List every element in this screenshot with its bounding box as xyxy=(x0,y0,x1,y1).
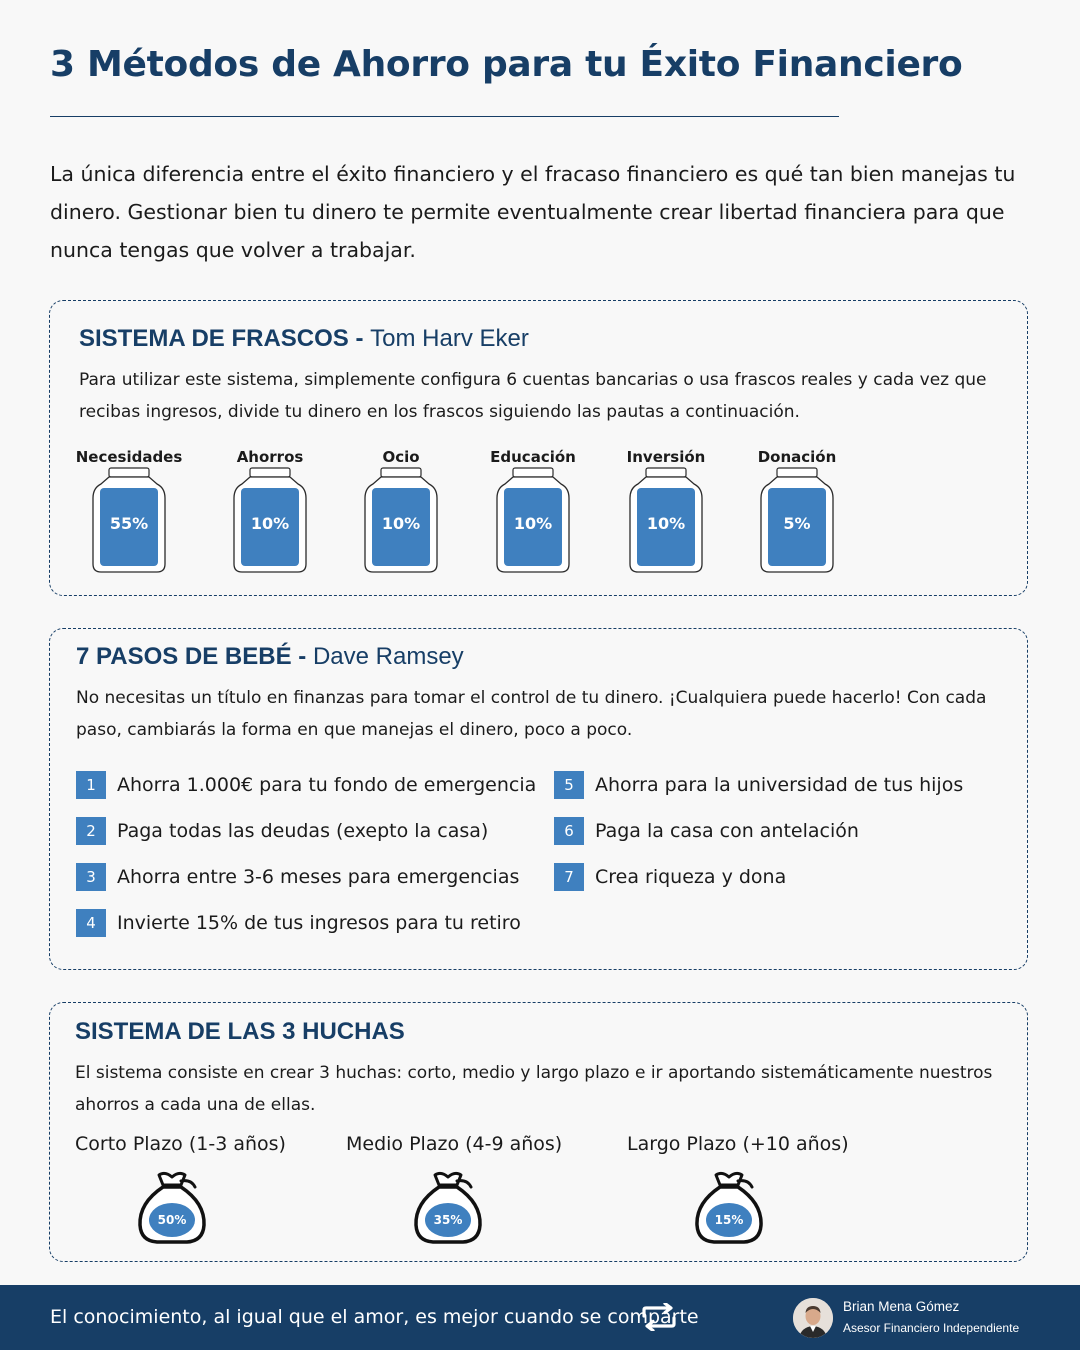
baby-step-4 xyxy=(76,909,521,937)
baby-step-2 xyxy=(76,817,488,845)
footer-quote: El conocimiento, al igual que el amor, es mejor cuando se comparte xyxy=(50,1306,699,1328)
baby-step-5 xyxy=(554,771,963,799)
jar-percent: 10% xyxy=(646,514,686,533)
jar-label: Donación xyxy=(757,448,837,466)
title-divider xyxy=(50,116,839,117)
baby-steps-separator: - xyxy=(291,643,313,670)
jar-percent: 10% xyxy=(250,514,290,533)
intro-paragraph: La única diferencia entre el éxito financiero y el fracaso financiero es qué tan bien manejas tu dinero. Gestionar bien tu dinero te permite eventualmente crear libertad financiera para que nunca tengas que volver a trabajar. xyxy=(50,162,1016,262)
jars-system-separator: - xyxy=(348,325,371,352)
baby-steps-heading: 7 PASOS DE BEBÉ xyxy=(76,643,292,670)
jar-percent: 10% xyxy=(513,514,553,533)
step-number-badge: 7 xyxy=(554,863,584,891)
medium-term-label: Medio Plazo (4-9 años) xyxy=(346,1133,563,1155)
bag-percent: 35% xyxy=(433,1213,463,1227)
repost-icon[interactable] xyxy=(640,1303,678,1331)
bag-percent: 50% xyxy=(157,1213,187,1227)
piggy-banks-heading: SISTEMA DE LAS 3 HUCHAS xyxy=(75,1018,405,1045)
piggy-banks-description: El sistema consiste en crear 3 huchas: corto, medio y largo plazo e ir aportando sistemáticamente nuestros ahorros a cada una de ellas. xyxy=(75,1063,993,1115)
jar-label: Inversión xyxy=(626,448,706,466)
money-bag-short-term xyxy=(137,1169,207,1245)
step-text: Paga la casa con antelación xyxy=(595,820,859,842)
step-number-badge: 4 xyxy=(76,909,106,937)
jar-label: Ocio xyxy=(382,448,420,466)
baby-steps-title xyxy=(76,643,464,671)
baby-steps-author: Dave Ramsey xyxy=(312,643,464,670)
jars-system-author: Tom Harv Eker xyxy=(370,325,529,352)
piggy-banks-card xyxy=(49,1002,1028,1262)
step-text: Ahorra para la universidad de tus hijos xyxy=(595,774,964,796)
step-number-badge: 3 xyxy=(76,863,106,891)
baby-step-3 xyxy=(76,863,519,891)
page-title: 3 Métodos de Ahorro para tu Éxito Financiero xyxy=(50,44,963,85)
money-bag-medium-term xyxy=(413,1169,483,1245)
step-text: Crea riqueza y dona xyxy=(595,866,787,888)
jar-percent: 10% xyxy=(381,514,421,533)
baby-steps-card xyxy=(49,628,1028,970)
jar-label: Ahorros xyxy=(236,448,304,466)
step-number-badge: 2 xyxy=(76,817,106,845)
baby-step-1 xyxy=(76,771,536,799)
avatar xyxy=(793,1298,833,1338)
author-role: Asesor Financiero Independiente xyxy=(843,1321,1020,1335)
step-text: Paga todas las deudas (exepto la casa) xyxy=(117,820,489,842)
jar-percent: 5% xyxy=(783,514,811,533)
long-term-label: Largo Plazo (+10 años) xyxy=(627,1133,849,1155)
step-text: Ahorra 1.000€ para tu fondo de emergencia xyxy=(117,774,537,796)
step-number-badge: 5 xyxy=(554,771,584,799)
step-number-badge: 6 xyxy=(554,817,584,845)
money-bag-icon xyxy=(137,1169,207,1245)
baby-step-7 xyxy=(554,863,786,891)
step-number-badge: 1 xyxy=(76,771,106,799)
step-text: Ahorra entre 3-6 meses para emergencias xyxy=(117,866,520,888)
jar-percent: 55% xyxy=(109,514,149,533)
jars-system-card xyxy=(49,300,1028,596)
jars-system-description: Para utilizar este sistema, simplemente configura 6 cuentas bancarias o usa frascos reales y cada vez que recibas ingresos, divide tu dinero en los frascos siguiendo las pautas a continuación. xyxy=(79,370,987,422)
step-text: Invierte 15% de tus ingresos para tu retiro xyxy=(117,912,521,934)
money-bag-icon xyxy=(413,1169,483,1245)
short-term-label: Corto Plazo (1-3 años) xyxy=(75,1133,286,1155)
author-name: Brian Mena Gómez xyxy=(843,1299,960,1314)
piggy-banks-title xyxy=(75,1018,405,1046)
jar-label: Necesidades xyxy=(75,448,183,466)
baby-steps-description: No necesitas un título en finanzas para tomar el control de tu dinero. ¡Cualquiera puede hacerlo! Con cada paso, cambiarás la forma en que manejas el dinero, poco a poco. xyxy=(76,688,987,740)
money-bag-icon xyxy=(694,1169,764,1245)
baby-step-6 xyxy=(554,817,859,845)
jars-system-heading: SISTEMA DE FRASCOS xyxy=(79,325,349,352)
jars-system-title xyxy=(79,325,529,353)
footer-bar xyxy=(0,1285,1080,1350)
money-bag-long-term xyxy=(694,1169,764,1245)
person-avatar-icon xyxy=(793,1298,833,1338)
jar-label: Educación xyxy=(490,448,576,466)
bag-percent: 15% xyxy=(714,1213,744,1227)
